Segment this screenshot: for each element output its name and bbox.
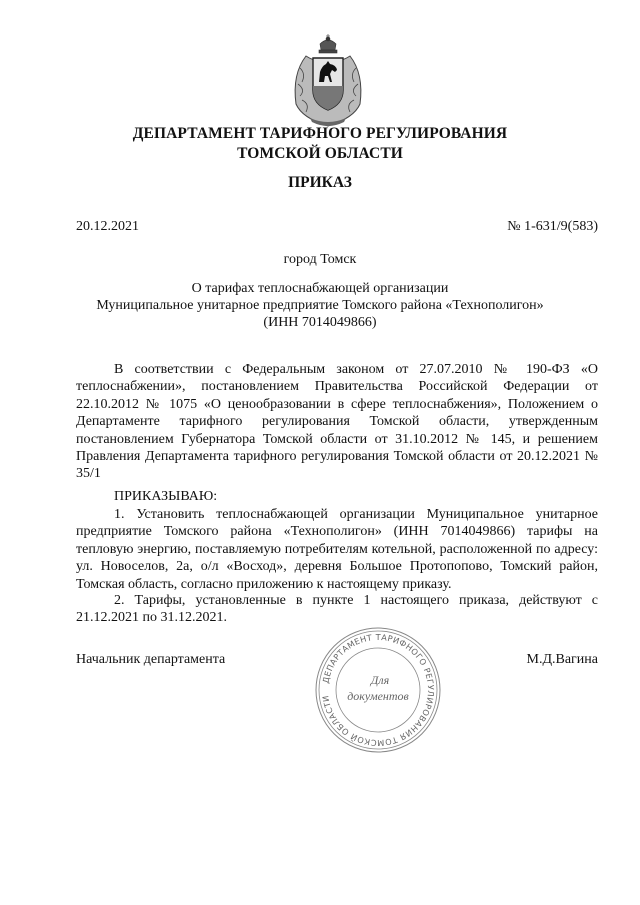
subject-line-3: (ИНН 7014049866) <box>263 315 377 330</box>
subject-line-2: Муниципальное унитарное предприятие Томского района «Технополигон» <box>96 298 544 313</box>
orders-heading: ПРИКАЗЫВАЮ: <box>114 489 218 504</box>
document-subject <box>0 280 640 331</box>
department-name <box>0 124 640 164</box>
order-item-1: 1. Установить теплоснабжающей организации Муниципальное унитарное предприятие Томского района «Технополигон» (ИНН 7014049866) тарифы на тепловую энергию, поставляемую потребителям котельной, расположенной по адресу: ул. Новоселов, 2а, о/л «Восход», деревня Большое Протопопово, Томский район, Томская область, согласно приложению к настоящему приказу. <box>76 507 598 592</box>
stamp-center-line-2: документов <box>347 689 409 703</box>
subject-line-1: О тарифах теплоснабжающей организации <box>191 281 449 296</box>
document-date: 20.12.2021 <box>76 219 139 234</box>
order-item-2: 2. Тарифы, установленные в пункте 1 настоящего приказа, действуют с 21.12.2021 по 31.12.2021. <box>76 593 598 626</box>
document-number: № 1-631/9(583) <box>507 219 598 234</box>
department-line-1: ДЕПАРТАМЕНТ ТАРИФНОГО РЕГУЛИРОВАНИЯ <box>132 125 508 142</box>
department-line-2: ТОМСКОЙ ОБЛАСТИ <box>237 145 403 162</box>
official-stamp <box>314 626 442 754</box>
stamp-ring-text: ДЕПАРТАМЕНТ ТАРИФНОГО РЕГУЛИРОВАНИЯ ТОМСКОЙ ОБЛАСТИ <box>320 631 437 749</box>
document-city: город Томск <box>283 252 357 267</box>
stamp-center-line-1: Для <box>370 673 390 687</box>
signatory-name: М.Д.Вагина <box>526 652 598 667</box>
document-type: ПРИКАЗ <box>288 174 352 191</box>
preamble-paragraph: В соответствии с Федеральным законом от 27.07.2010 № 190-ФЗ «О теплоснабжении», постановлением Правительства Российской Федерации от 22.10.2012 № 1075 «О ценообразовании в сфере теплоснабжения», Положением о Департаменте тарифного регулирования Томской области, утвержденным постановлением Губернатора Томской области от 31.10.2012 № 145, и решением Правления Департамента тарифного регулирования Томской области от 20.12.2021 № 35/1 <box>76 362 598 482</box>
signatory-position: Начальник департамента <box>76 652 226 667</box>
tomsk-oblast-coat-of-arms-icon <box>286 34 370 130</box>
